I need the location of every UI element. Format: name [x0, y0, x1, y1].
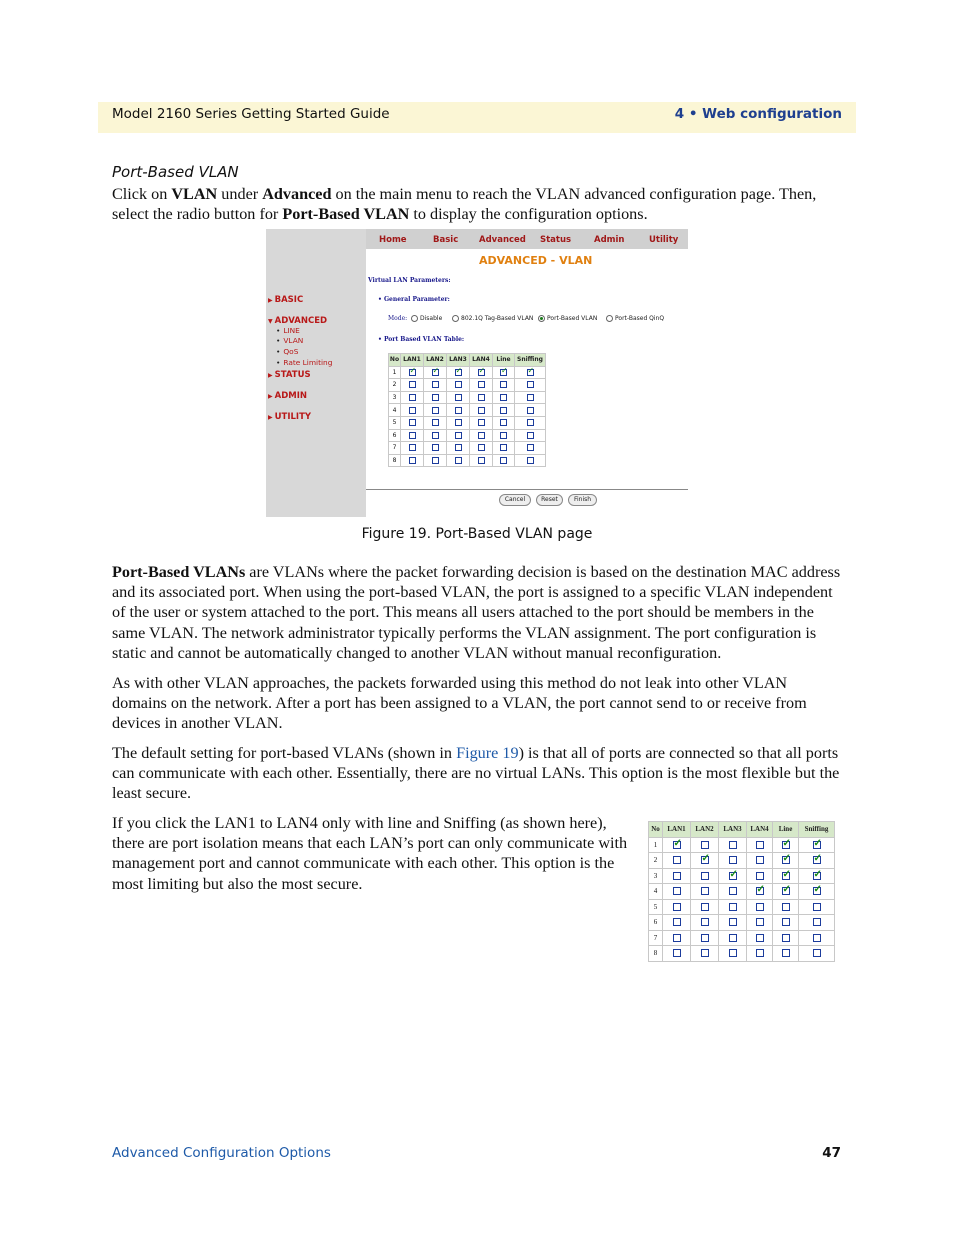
sidebar-item-utility[interactable]: ▶ UTILITY: [268, 412, 312, 422]
checkbox[interactable]: [478, 444, 485, 451]
table-cell: [747, 946, 773, 962]
checkbox[interactable]: [478, 432, 485, 439]
checkbox-checked[interactable]: [813, 841, 821, 849]
checkbox[interactable]: [756, 841, 764, 849]
table-row: [389, 442, 546, 455]
table-cell: [773, 837, 799, 853]
checkbox-checked[interactable]: [813, 872, 821, 880]
table-row: [649, 884, 835, 900]
table-cell: [515, 454, 546, 467]
checkbox[interactable]: [478, 381, 485, 388]
mode-option-port-based[interactable]: Port-Based VLAN: [538, 315, 597, 322]
paragraph-port-based-vlans: Port-Based VLANs are VLANs where the packet forwarding decision is based on the destination MAC address and its associated port. When using the port-based VLAN, the port is assigned to a specific VLAN independent of the user or system attached to the port. This means all users attached to the port should be members in the same VLAN. The network administrator typically performs the VLAN assignment. The port configuration is static and cannot be automatically changed to another VLAN without manual reconfiguration.: [112, 563, 841, 662]
checkbox[interactable]: [409, 394, 416, 401]
nav-advanced[interactable]: Advanced: [479, 235, 526, 245]
table-row: [389, 454, 546, 467]
mode-option-qinq[interactable]: Port-Based QinQ: [606, 315, 664, 322]
table-cell: [401, 404, 424, 417]
table-cell: [691, 899, 719, 915]
checkbox[interactable]: [756, 856, 764, 864]
table-cell: [470, 391, 493, 404]
table-cell: [515, 391, 546, 404]
radio-tag-based[interactable]: [452, 315, 459, 322]
table-cell: [799, 930, 835, 946]
table-cell: [663, 853, 691, 869]
row-number: 7: [389, 442, 401, 455]
table-cell: [663, 837, 691, 853]
checkbox[interactable]: [813, 903, 821, 911]
checkbox[interactable]: [409, 419, 416, 426]
table-cell: [424, 366, 447, 379]
row-number: 8: [649, 946, 663, 962]
table-cell: [447, 442, 470, 455]
checkbox[interactable]: [729, 903, 737, 911]
radio-disable[interactable]: [411, 315, 418, 322]
table-header: Sniffing: [799, 822, 835, 838]
checkbox[interactable]: [813, 934, 821, 942]
checkbox[interactable]: [701, 841, 709, 849]
table-cell: [401, 366, 424, 379]
table-cell: [515, 429, 546, 442]
checkbox[interactable]: [409, 444, 416, 451]
table-row: [389, 379, 546, 392]
table-cell: [493, 442, 515, 455]
row-number: 1: [649, 837, 663, 853]
table-cell: [773, 930, 799, 946]
checkbox[interactable]: [432, 381, 439, 388]
checkbox[interactable]: [527, 394, 534, 401]
checkbox[interactable]: [455, 381, 462, 388]
table-header: LAN2: [424, 354, 447, 367]
checkbox-checked[interactable]: [782, 841, 790, 849]
table-cell: [773, 853, 799, 869]
table-cell: [401, 429, 424, 442]
table-cell: [799, 899, 835, 915]
port-vlan-table: [388, 353, 546, 467]
table-cell: [447, 454, 470, 467]
table-cell: [747, 884, 773, 900]
checkbox[interactable]: [782, 918, 790, 926]
table-cell: [401, 391, 424, 404]
sidebar: [266, 229, 366, 517]
checkbox-checked[interactable]: [701, 856, 709, 864]
table-header: LAN1: [401, 354, 424, 367]
nav-home[interactable]: Home: [379, 235, 407, 245]
table-cell: [663, 930, 691, 946]
checkbox[interactable]: [756, 949, 764, 957]
row-number: 4: [389, 404, 401, 417]
radio-qinq[interactable]: [606, 315, 613, 322]
checkbox[interactable]: [813, 949, 821, 957]
table-cell: [747, 915, 773, 931]
checkbox[interactable]: [500, 407, 507, 414]
table-cell: [773, 899, 799, 915]
table-cell: [424, 404, 447, 417]
checkbox[interactable]: [729, 949, 737, 957]
table-cell: [493, 454, 515, 467]
checkbox[interactable]: [478, 394, 485, 401]
checkbox[interactable]: [409, 381, 416, 388]
checkbox[interactable]: [432, 407, 439, 414]
table-cell: [493, 379, 515, 392]
row-number: 8: [389, 454, 401, 467]
checkbox[interactable]: [729, 887, 737, 895]
table-cell: [663, 899, 691, 915]
table-cell: [663, 946, 691, 962]
table-cell: [515, 404, 546, 417]
table-cell: [719, 868, 747, 884]
table-row: [649, 915, 835, 931]
checkbox[interactable]: [478, 407, 485, 414]
table-cell: [773, 884, 799, 900]
table-row: [389, 429, 546, 442]
checkbox[interactable]: [527, 419, 534, 426]
radio-port-based[interactable]: [538, 315, 545, 322]
figure-caption: Figure 19. Port-Based VLAN page: [361, 526, 593, 542]
table-cell: [447, 379, 470, 392]
checkbox[interactable]: [673, 934, 681, 942]
table-row: [649, 853, 835, 869]
checkbox[interactable]: [756, 872, 764, 880]
checkbox-checked[interactable]: [756, 887, 764, 895]
checkbox[interactable]: [782, 903, 790, 911]
table-cell: [719, 837, 747, 853]
table-header: LAN1: [663, 822, 691, 838]
table-cell: [719, 930, 747, 946]
table-cell: [401, 416, 424, 429]
checkbox[interactable]: [701, 872, 709, 880]
sidebar-item-advanced[interactable]: ▼ ADVANCED: [268, 316, 328, 326]
checkbox[interactable]: [701, 887, 709, 895]
checkbox[interactable]: [527, 381, 534, 388]
finish-button[interactable]: Finish: [568, 494, 597, 506]
checkbox[interactable]: [455, 444, 462, 451]
checkbox-checked[interactable]: [409, 369, 416, 376]
table-row: [389, 404, 546, 417]
guide-title: Model 2160 Series Getting Started Guide: [112, 106, 390, 122]
table-header: LAN3: [447, 354, 470, 367]
footer-section: Advanced Configuration Options: [112, 1145, 331, 1161]
checkbox[interactable]: [455, 407, 462, 414]
row-number: 5: [649, 899, 663, 915]
checkbox-checked[interactable]: [432, 369, 439, 376]
figure-screenshot: [266, 229, 688, 517]
checkbox[interactable]: [500, 457, 507, 464]
checkbox[interactable]: [756, 918, 764, 926]
table-cell: [747, 899, 773, 915]
table-cell: [747, 837, 773, 853]
table-cell: [663, 884, 691, 900]
checkbox[interactable]: [432, 419, 439, 426]
checkbox[interactable]: [500, 419, 507, 426]
checkbox[interactable]: [500, 381, 507, 388]
checkbox-checked[interactable]: [455, 369, 462, 376]
table-cell: [799, 853, 835, 869]
checkbox[interactable]: [455, 457, 462, 464]
section-title: Port-Based VLAN: [112, 163, 239, 181]
table-cell: [401, 454, 424, 467]
checkbox[interactable]: [409, 457, 416, 464]
table-cell: [447, 429, 470, 442]
table-cell: [719, 884, 747, 900]
table-cell: [691, 837, 719, 853]
table-cell: [493, 391, 515, 404]
nav-status[interactable]: Status: [540, 235, 572, 245]
sidebar-item-status[interactable]: ▶ STATUS: [268, 370, 311, 380]
checkbox[interactable]: [673, 918, 681, 926]
table-cell: [493, 404, 515, 417]
checkbox[interactable]: [500, 444, 507, 451]
table-cell: [447, 391, 470, 404]
row-number: 3: [389, 391, 401, 404]
table-row: [389, 416, 546, 429]
checkbox[interactable]: [673, 856, 681, 864]
checkbox[interactable]: [756, 934, 764, 942]
checkbox-checked[interactable]: [527, 369, 534, 376]
table-cell: [470, 429, 493, 442]
table-cell: [799, 837, 835, 853]
checkbox[interactable]: [432, 444, 439, 451]
table-header: Line: [773, 822, 799, 838]
cancel-button[interactable]: Cancel: [499, 494, 531, 506]
table-cell: [424, 416, 447, 429]
general-param-label: • General Parameter:: [378, 296, 450, 303]
isolation-vlan-table: [648, 821, 835, 962]
checkbox[interactable]: [673, 949, 681, 957]
table-cell: [773, 946, 799, 962]
checkbox[interactable]: [701, 934, 709, 942]
row-number: 5: [389, 416, 401, 429]
table-cell: [799, 915, 835, 931]
nav-admin[interactable]: Admin: [594, 235, 625, 245]
table-header: No: [389, 354, 401, 367]
table-row: [389, 366, 546, 379]
row-number: 6: [389, 429, 401, 442]
checkbox-checked[interactable]: [782, 856, 790, 864]
checkbox[interactable]: [432, 432, 439, 439]
top-nav: [366, 229, 688, 249]
sidebar-item-admin[interactable]: ▶ ADMIN: [268, 391, 307, 401]
vlan-params-label: Virtual LAN Parameters:: [368, 277, 451, 284]
table-cell: [691, 884, 719, 900]
table-cell: [747, 853, 773, 869]
table-cell: [515, 366, 546, 379]
table-cell: [799, 946, 835, 962]
table-cell: [691, 853, 719, 869]
table-cell: [493, 366, 515, 379]
checkbox-checked[interactable]: [500, 369, 507, 376]
checkbox-checked[interactable]: [673, 841, 681, 849]
table-cell: [401, 442, 424, 455]
sidebar-sub-rate-limiting[interactable]: • Rate Limiting: [276, 358, 333, 367]
checkbox[interactable]: [527, 444, 534, 451]
checkbox[interactable]: [478, 419, 485, 426]
table-cell: [470, 379, 493, 392]
table-header: Line: [493, 354, 515, 367]
page-number: 47: [822, 1145, 841, 1161]
table-row: [389, 391, 546, 404]
table-cell: [447, 404, 470, 417]
checkbox[interactable]: [409, 432, 416, 439]
table-cell: [691, 868, 719, 884]
checkbox-checked[interactable]: [478, 369, 485, 376]
checkbox[interactable]: [756, 903, 764, 911]
table-cell: [719, 899, 747, 915]
page-title: ADVANCED - VLAN: [479, 254, 593, 267]
table-row: [649, 899, 835, 915]
mode-option-disable[interactable]: Disable: [411, 315, 442, 322]
table-cell: [470, 366, 493, 379]
checkbox[interactable]: [500, 394, 507, 401]
row-number: 7: [649, 930, 663, 946]
table-row: [649, 946, 835, 962]
checkbox[interactable]: [729, 918, 737, 926]
table-header: LAN3: [719, 822, 747, 838]
checkbox[interactable]: [455, 419, 462, 426]
checkbox[interactable]: [455, 394, 462, 401]
table-cell: [799, 884, 835, 900]
checkbox[interactable]: [701, 918, 709, 926]
vlan-table-label: • Port Based VLAN Table:: [378, 336, 465, 343]
divider: [366, 489, 688, 490]
table-cell: [515, 379, 546, 392]
table-header: LAN4: [747, 822, 773, 838]
table-row: [649, 837, 835, 853]
table-cell: [470, 454, 493, 467]
mode-option-tag-based[interactable]: 802.1Q Tag-Based VLAN: [452, 315, 533, 322]
checkbox[interactable]: [673, 903, 681, 911]
nav-basic[interactable]: Basic: [433, 235, 459, 245]
paragraph-port-isolation: If you click the LAN1 to LAN4 only with line and Sniffing (as shown here), there are port isolation means that each LAN’s port can only communicate with management port and cannot communicate with each other. This option is the most limiting but also the most secure.: [112, 814, 628, 893]
nav-utility[interactable]: Utility: [649, 235, 679, 245]
checkbox[interactable]: [455, 432, 462, 439]
reset-button[interactable]: Reset: [536, 494, 563, 506]
paragraph-default-setting: The default setting for port-based VLANs (shown in Figure 19) is that all of ports are connected so that all ports can communicate with each other. Essentially, there are no virtual LANs. This option is the most flexible but the least secure.: [112, 744, 840, 803]
table-cell: [424, 442, 447, 455]
row-number: 3: [649, 868, 663, 884]
checkbox[interactable]: [729, 934, 737, 942]
row-number: 2: [649, 853, 663, 869]
table-cell: [493, 429, 515, 442]
row-number: 2: [389, 379, 401, 392]
checkbox[interactable]: [729, 841, 737, 849]
sidebar-sub-vlan[interactable]: • VLAN: [276, 336, 304, 345]
checkbox-checked[interactable]: [813, 856, 821, 864]
table-cell: [691, 915, 719, 931]
paragraph-vlan-approaches: As with other VLAN approaches, the packets forwarded using this method do not leak into other VLAN domains on the network. After a port has been assigned to a VLAN, the port cannot send to or receive from devices in another VLAN.: [112, 674, 807, 733]
row-number: 4: [649, 884, 663, 900]
checkbox[interactable]: [432, 457, 439, 464]
table-cell: [663, 868, 691, 884]
checkbox[interactable]: [527, 457, 534, 464]
table-cell: [515, 442, 546, 455]
table-cell: [719, 853, 747, 869]
checkbox[interactable]: [478, 457, 485, 464]
table-cell: [424, 429, 447, 442]
checkbox[interactable]: [527, 432, 534, 439]
checkbox[interactable]: [432, 394, 439, 401]
table-cell: [424, 391, 447, 404]
intro-paragraph: Click on VLAN under Advanced on the main menu to reach the VLAN advanced configuration page. Then, select the radio button for Port-Based VLAN to display the configuration options.: [112, 185, 817, 224]
table-cell: [799, 868, 835, 884]
figure-19-link[interactable]: Figure 19: [456, 744, 519, 762]
checkbox[interactable]: [729, 856, 737, 864]
checkbox[interactable]: [782, 949, 790, 957]
table-cell: [470, 442, 493, 455]
table-cell: [515, 416, 546, 429]
table-cell: [663, 915, 691, 931]
checkbox[interactable]: [813, 918, 821, 926]
sidebar-sub-line[interactable]: • LINE: [276, 326, 300, 335]
table-row: [649, 930, 835, 946]
table-cell: [773, 868, 799, 884]
checkbox-checked[interactable]: [813, 887, 821, 895]
table-header: No: [649, 822, 663, 838]
table-cell: [424, 454, 447, 467]
checkbox-checked[interactable]: [782, 872, 790, 880]
sidebar-item-basic[interactable]: ▶ BASIC: [268, 295, 304, 305]
table-cell: [691, 930, 719, 946]
checkbox[interactable]: [782, 934, 790, 942]
table-row: [649, 868, 835, 884]
row-number: 6: [649, 915, 663, 931]
table-cell: [447, 366, 470, 379]
table-cell: [470, 404, 493, 417]
checkbox[interactable]: [701, 903, 709, 911]
table-cell: [691, 946, 719, 962]
checkbox-checked[interactable]: [729, 872, 737, 880]
table-cell: [719, 946, 747, 962]
checkbox[interactable]: [500, 432, 507, 439]
table-cell: [773, 915, 799, 931]
checkbox[interactable]: [701, 949, 709, 957]
table-cell: [470, 416, 493, 429]
table-header: LAN2: [691, 822, 719, 838]
table-header: LAN4: [470, 354, 493, 367]
checkbox-checked[interactable]: [782, 887, 790, 895]
table-cell: [401, 379, 424, 392]
chapter-title: 4 • Web configuration: [674, 106, 842, 122]
table-cell: [747, 868, 773, 884]
table-cell: [493, 416, 515, 429]
row-number: 1: [389, 366, 401, 379]
table-cell: [747, 930, 773, 946]
table-cell: [424, 379, 447, 392]
table-header: Sniffing: [515, 354, 546, 367]
checkbox[interactable]: [673, 887, 681, 895]
mode-label: Mode:: [388, 315, 408, 322]
checkbox[interactable]: [527, 407, 534, 414]
table-cell: [719, 915, 747, 931]
checkbox[interactable]: [673, 872, 681, 880]
sidebar-sub-qos[interactable]: • QoS: [276, 347, 299, 356]
checkbox[interactable]: [409, 407, 416, 414]
table-cell: [447, 416, 470, 429]
